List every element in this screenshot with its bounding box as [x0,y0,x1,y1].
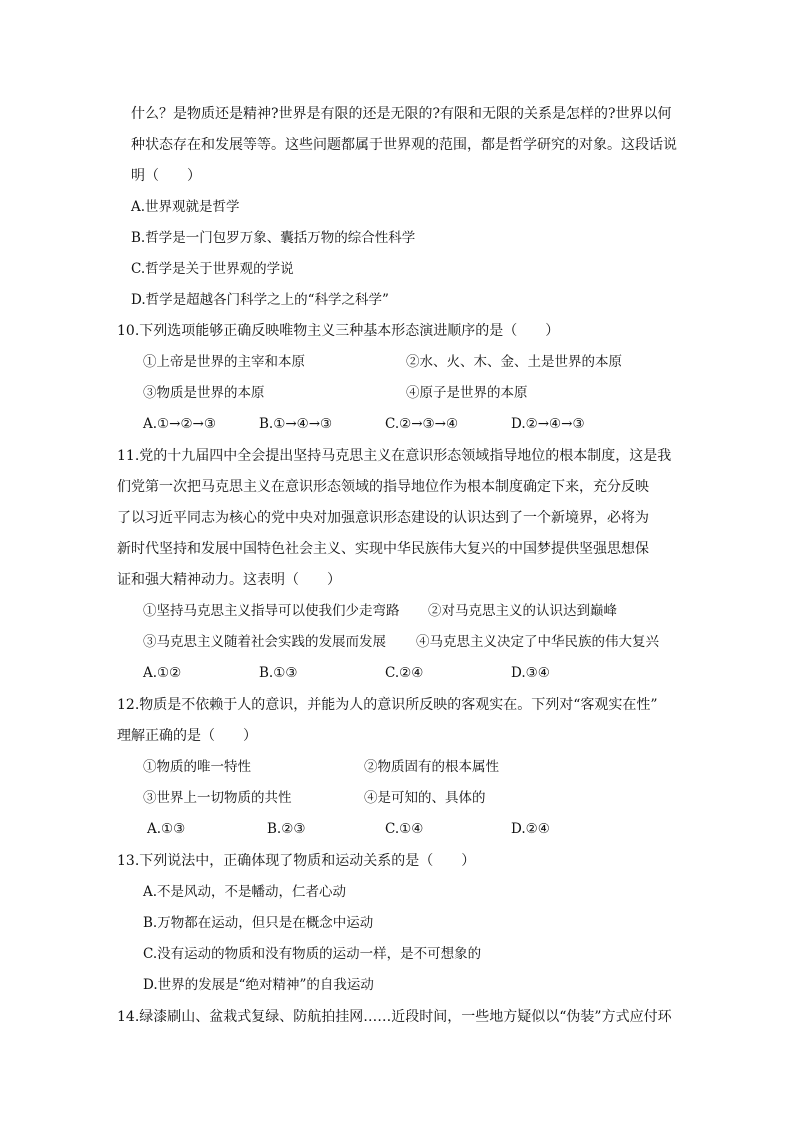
q9-option-c: C.哲学是关于世界观的学说 [131,261,294,277]
q12-stem-line-1: 12.物质是不依赖于人的意识，并能为人的意识所反映的客观实在。下列对“客观实在性” [117,697,658,713]
q13-option-a: A.不是风动，不是幡动，仁者心动 [143,884,347,900]
q11-item-3: ③马克思主义随着社会实践的发展而发展 [143,634,386,650]
q14-stem: 14.绿漆刷山、盆栽式复绿、防航拍挂网……近段时间，一些地方疑似以“伪装”方式应付环 [117,1009,672,1025]
q10-item-2: ②水、火、木、金、土是世界的本原 [406,354,622,370]
q10-stem: 10.下列选项能够正确反映唯物主义三种基本形态演进顺序的是（ ） [117,323,560,339]
q10-choice-c: C.②→③→④ [385,416,459,432]
q12-choice-a: A.①③ [147,821,186,837]
q11-choice-c: C.②④ [385,665,424,681]
q11-stem-line-2: 们党第一次把马克思主义在意识形态领域的指导地位作为根本制度确定下来，充分反映 [117,479,649,495]
q10-choice-b: B.①→④→③ [259,416,333,432]
q11-item-2: ②对马克思主义的认识达到巅峰 [428,603,617,619]
q9-option-b: B.哲学是一门包罗万象、囊括万物的综合性科学 [131,230,416,246]
q13-option-b: B.万物都在运动，但只是在概念中运动 [143,915,374,931]
q10-choice-a: A.①→②→③ [143,416,216,432]
q12-item-1: ①物质的唯一特性 [143,759,251,775]
q12-choice-c: C.①④ [385,821,424,837]
q11-stem-line-3: 了以习近平同志为核心的党中央对加强意识形态建设的认识达到了一个新境界，必将为 [117,510,649,526]
q12-item-3: ③世界上一切物质的共性 [143,790,292,806]
q10-choice-d: D.②→④→③ [511,416,585,432]
q11-item-1: ①坚持马克思主义指导可以使我们少走弯路 [143,603,400,619]
q11-choice-a: A.①② [143,665,182,681]
q9-stem-line-3: 明（ ） [131,168,201,184]
q13-option-c: C.没有运动的物质和没有物质的运动一样，是不可想象的 [143,946,482,962]
q13-stem: 13.下列说法中，正确体现了物质和运动关系的是（ ） [117,853,476,869]
q11-choice-d: D.③④ [511,665,550,681]
q9-stem-line-1: 什么？是物质还是精神?世界是有限的还是无限的?有限和无限的关系是怎样的?世界以何 [131,106,672,122]
q10-item-3: ③物质是世界的本原 [143,385,265,401]
q12-stem-line-2: 理解正确的是（ ） [117,728,257,744]
q9-stem-line-2: 种状态存在和发展等等。这些问题都属于世界观的范围，都是哲学研究的对象。这段话说 [131,137,677,153]
q9-option-d: D.哲学是超越各门科学之上的“科学之科学” [131,292,389,308]
q11-choice-b: B.①③ [259,665,298,681]
q11-stem-line-4: 新时代坚持和发展中国特色社会主义、实现中华民族伟大复兴的中国梦提供坚强思想保 [117,541,649,557]
q9-option-a: A.世界观就是哲学 [131,199,240,215]
q12-choice-d: D.②④ [511,821,550,837]
q11-stem-line-5: 证和强大精神动力。这表明（ ） [117,572,341,588]
q12-item-2: ②物质固有的根本属性 [364,759,499,775]
q10-item-1: ①上帝是世界的主宰和本原 [143,354,305,370]
q11-item-4: ④马克思主义决定了中华民族的伟大复兴 [416,634,659,650]
q11-stem-line-1: 11.党的十九届四中全会提出坚持马克思主义在意识形态领域指导地位的根本制度，这是我 [117,448,672,464]
q12-item-4: ④是可知的、具体的 [364,790,486,806]
q13-option-d: D.世界的发展是“绝对精神”的自我运动 [143,977,374,993]
q10-item-4: ④原子是世界的本原 [406,385,528,401]
q12-choice-b: B.②③ [267,821,306,837]
